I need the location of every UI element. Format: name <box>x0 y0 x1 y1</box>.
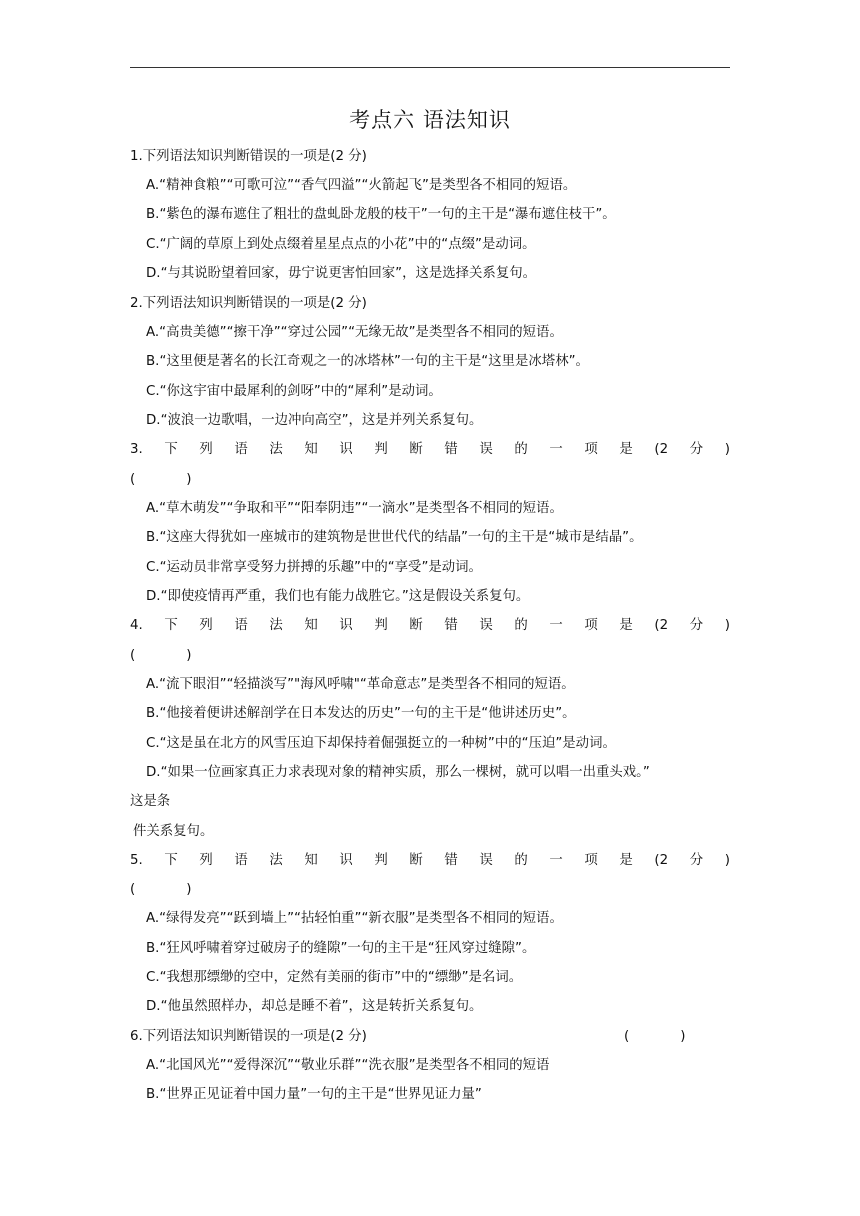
question-2-option-b: B.“这里便是著名的长江奇观之一的冰塔林”一句的主干是“这里是冰塔林”。 <box>146 354 589 369</box>
question-1-option-d: D.“与其说盼望着回家，毋宁说更害怕回家”，这是选择关系复句。 <box>146 266 536 281</box>
question-5-stem: 5. 下 列 语 法 知 识 判 断 错 误 的 一 项 是 (2 分 ) <box>130 853 730 868</box>
question-4-option-b: B.“他接着便讲述解剖学在日本发达的历史”一句的主干是“他讲述历史”。 <box>146 706 576 721</box>
question-6-answer-bracket: ( ) <box>624 1029 686 1044</box>
question-4-option-d-continuation: 这是条 <box>130 794 171 809</box>
question-6-option-a: A.“北国风光”“爱得深沉”“敬业乐群”“洗衣服”是类型各不相同的短语 <box>146 1058 550 1073</box>
question-3-option-d: D.“即使疫情再严重，我们也有能力战胜它。”这是假设关系复句。 <box>146 589 530 604</box>
question-4-option-d-continuation-2: 件关系复句。 <box>133 824 214 839</box>
question-5-option-a: A.“绿得发亮”“跃到墙上”“拈轻怕重”“新衣服”是类型各不相同的短语。 <box>146 911 563 926</box>
question-4-answer-bracket: ( ) <box>130 648 192 663</box>
question-6-stem: 6.下列语法知识判断错误的一项是(2 分) <box>130 1029 367 1044</box>
question-6-option-b: B.“世界正见证着中国力量”一句的主干是“世界见证力量” <box>146 1087 482 1102</box>
question-4-option-a: A.“流下眼泪”“轻描淡写”"海风呼啸"“革命意志”是类型各不相同的短语。 <box>146 677 575 692</box>
question-2-option-c: C.“你这宇宙中最犀利的剑呀”中的“犀利”是动词。 <box>146 384 442 399</box>
page-title: 考点六 语法知识 <box>349 108 511 132</box>
question-2-stem: 2.下列语法知识判断错误的一项是(2 分) <box>130 296 367 311</box>
question-3-option-b: B.“这座大得犹如一座城市的建筑物是世世代代的结晶”一句的主干是“城市是结晶”。 <box>146 530 643 545</box>
question-3-option-a: A.“草木萌发”“争取和平”“阳奉阴违”“一滴水”是类型各不相同的短语。 <box>146 501 563 516</box>
question-3-answer-bracket: ( ) <box>130 472 192 487</box>
question-1-option-b: B.“紫色的瀑布遮住了粗壮的盘虬卧龙般的枝干”一句的主干是“瀑布遮住枝干”。 <box>146 207 616 222</box>
question-2-option-d: D.“波浪一边歌唱，一边冲向高空”，这是并列关系复句。 <box>146 413 483 428</box>
question-5-option-c: C.“我想那缥缈的空中，定然有美丽的街市”中的“缥缈”是名词。 <box>146 970 523 985</box>
question-1-stem: 1.下列语法知识判断错误的一项是(2 分) <box>130 149 367 164</box>
question-4-option-d: D.“如果一位画家真正力求表现对象的精神实质，那么一棵树，就可以唱一出重头戏。” <box>146 765 650 780</box>
question-5-option-b: B.“狂风呼啸着穿过破房子的缝隙”一句的主干是“狂风穿过缝隙”。 <box>146 941 536 956</box>
question-3-stem: 3. 下 列 语 法 知 识 判 断 错 误 的 一 项 是 (2 分 ) <box>130 442 730 457</box>
question-5-answer-bracket: ( ) <box>130 882 192 897</box>
question-3-option-c: C.“运动员非常享受努力拼搏的乐趣”中的“享受”是动词。 <box>146 560 482 575</box>
question-4-stem: 4. 下 列 语 法 知 识 判 断 错 误 的 一 项 是 (2 分 ) <box>130 618 730 633</box>
question-2-option-a: A.“高贵美德”“擦干净”“穿过公园”“无缘无故”是类型各不相同的短语。 <box>146 325 563 340</box>
question-4-option-c: C.“这是虽在北方的风雪压迫下却保持着倔强挺立的一种树”中的“压迫”是动词。 <box>146 736 616 751</box>
question-5-option-d: D.“他虽然照样办，却总是睡不着”，这是转折关系复句。 <box>146 999 483 1014</box>
question-1-option-a: A.“精神食粮”“可歌可泣”“香气四溢”“火箭起飞”是类型各不相同的短语。 <box>146 178 577 193</box>
header-rule <box>130 67 730 68</box>
question-1-option-c: C.“广阔的草原上到处点缀着星星点点的小花”中的“点缀”是动词。 <box>146 237 536 252</box>
